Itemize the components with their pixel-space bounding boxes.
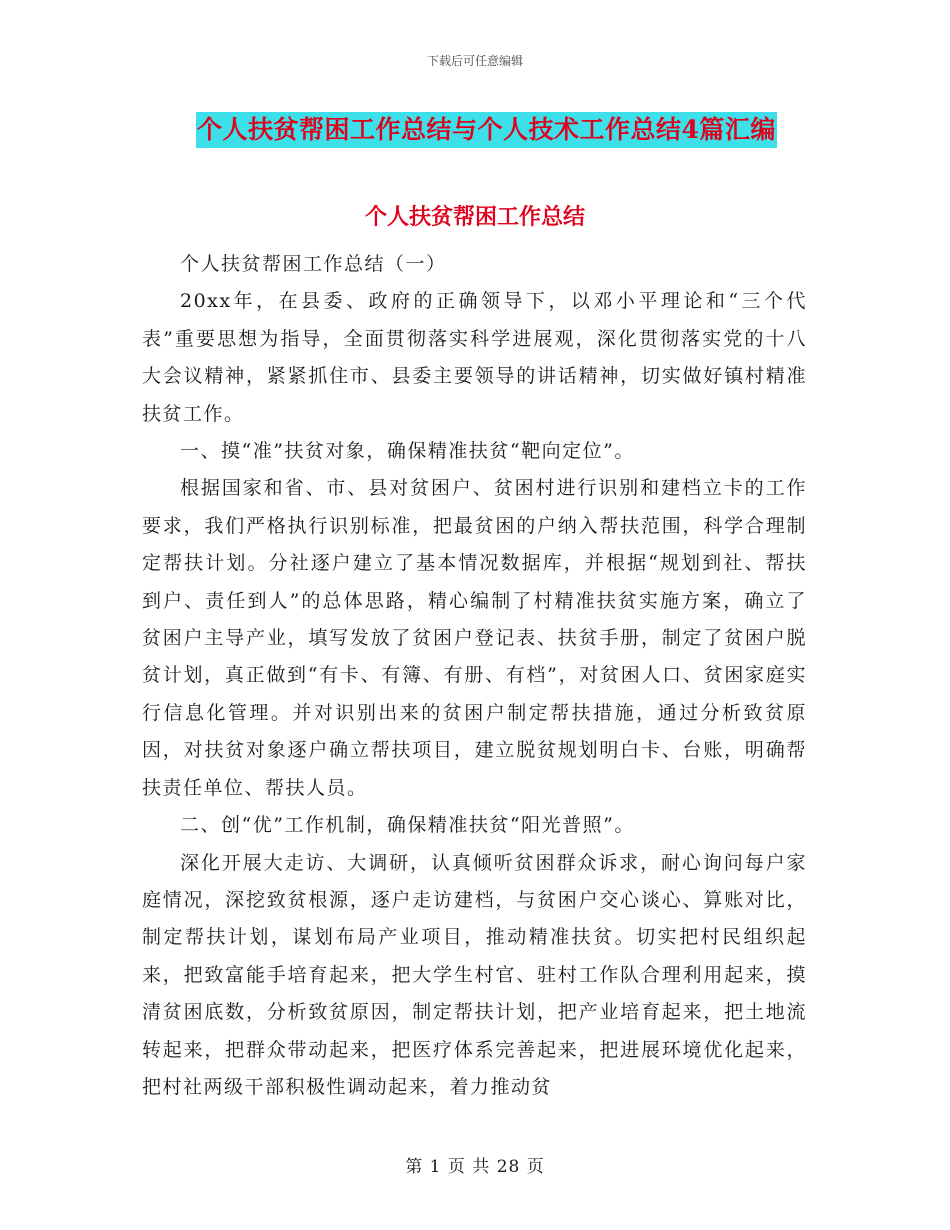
document-body: [142, 246, 807, 1106]
subheading-section-two: 二、创“优”工作机制，确保精准扶贫“阳光普照”。: [180, 814, 635, 837]
main-title: 个人扶贫帮困工作总结与个人技术工作总结4篇汇编: [196, 112, 777, 148]
paragraph-section-one: 根据国家和省、市、县对贫困户、贫困村进行识别和建档立卡的工作要求，我们严格执行识别标准，把最贫困的户纳入帮扶范围，科学合理制定帮扶计划。分社逐户建立了基本情况数据库，并根据“规划到社、帮扶到户、责任到人”的总体思路，精心编制了村精准扶贫实施方案，确立了贫困户主导产业，填写发放了贫困户登记表、扶贫手册，制定了贫困户脱贫计划，真正做到“有卡、有簿、有册、有档”，对贫困人口、贫困家庭实行信息化管理。并对识别出来的贫困户制定帮扶措施，通过分析致贫原因，对扶贫对象逐户确立帮扶项目，建立脱贫规划明白卡、台账，明确帮扶责任单位、帮扶人员。: [142, 477, 807, 799]
main-title-container: [196, 112, 777, 148]
page-number-footer: 第 1 页 共 28 页: [405, 1157, 545, 1177]
paragraph-section-two: 深化开展大走访、大调研，认真倾听贫困群众诉求，耐心询问每户家庭情况，深挖致贫根源，逐户走访建档，与贫困户交心谈心、算账对比，制定帮扶计划，谋划布局产业项目，推动精准扶贫。切实把村民组织起来，把致富能手培育起来，把大学生村官、驻村工作队合理利用起来，摸清贫困底数，分析致贫原因，制定帮扶计划，把产业培育起来，把土地流转起来，把群众带动起来，把医疗体系完善起来，把进展环境优化起来，把村社两级干部积极性调动起来，着力推动贫: [142, 851, 807, 1098]
subheading-section-one: 一、摸“准”扶贫对象，确保精准扶贫“靶向定位”。: [180, 440, 635, 463]
subheading-part-one: 个人扶贫帮困工作总结（一）: [180, 253, 447, 275]
header-note: 下载后可任意编辑: [426, 54, 523, 68]
section-title: 个人扶贫帮困工作总结: [364, 204, 585, 230]
paragraph-intro: 20xx年，在县委、政府的正确领导下，以邓小平理论和“三个代表”重要思想为指导，全面贯彻落实科学进展观，深化贯彻落实党的十八大会议精神，紧紧抓住市、县委主要领导的讲话精神，切实做好镇村精准扶贫工作。: [142, 290, 807, 425]
